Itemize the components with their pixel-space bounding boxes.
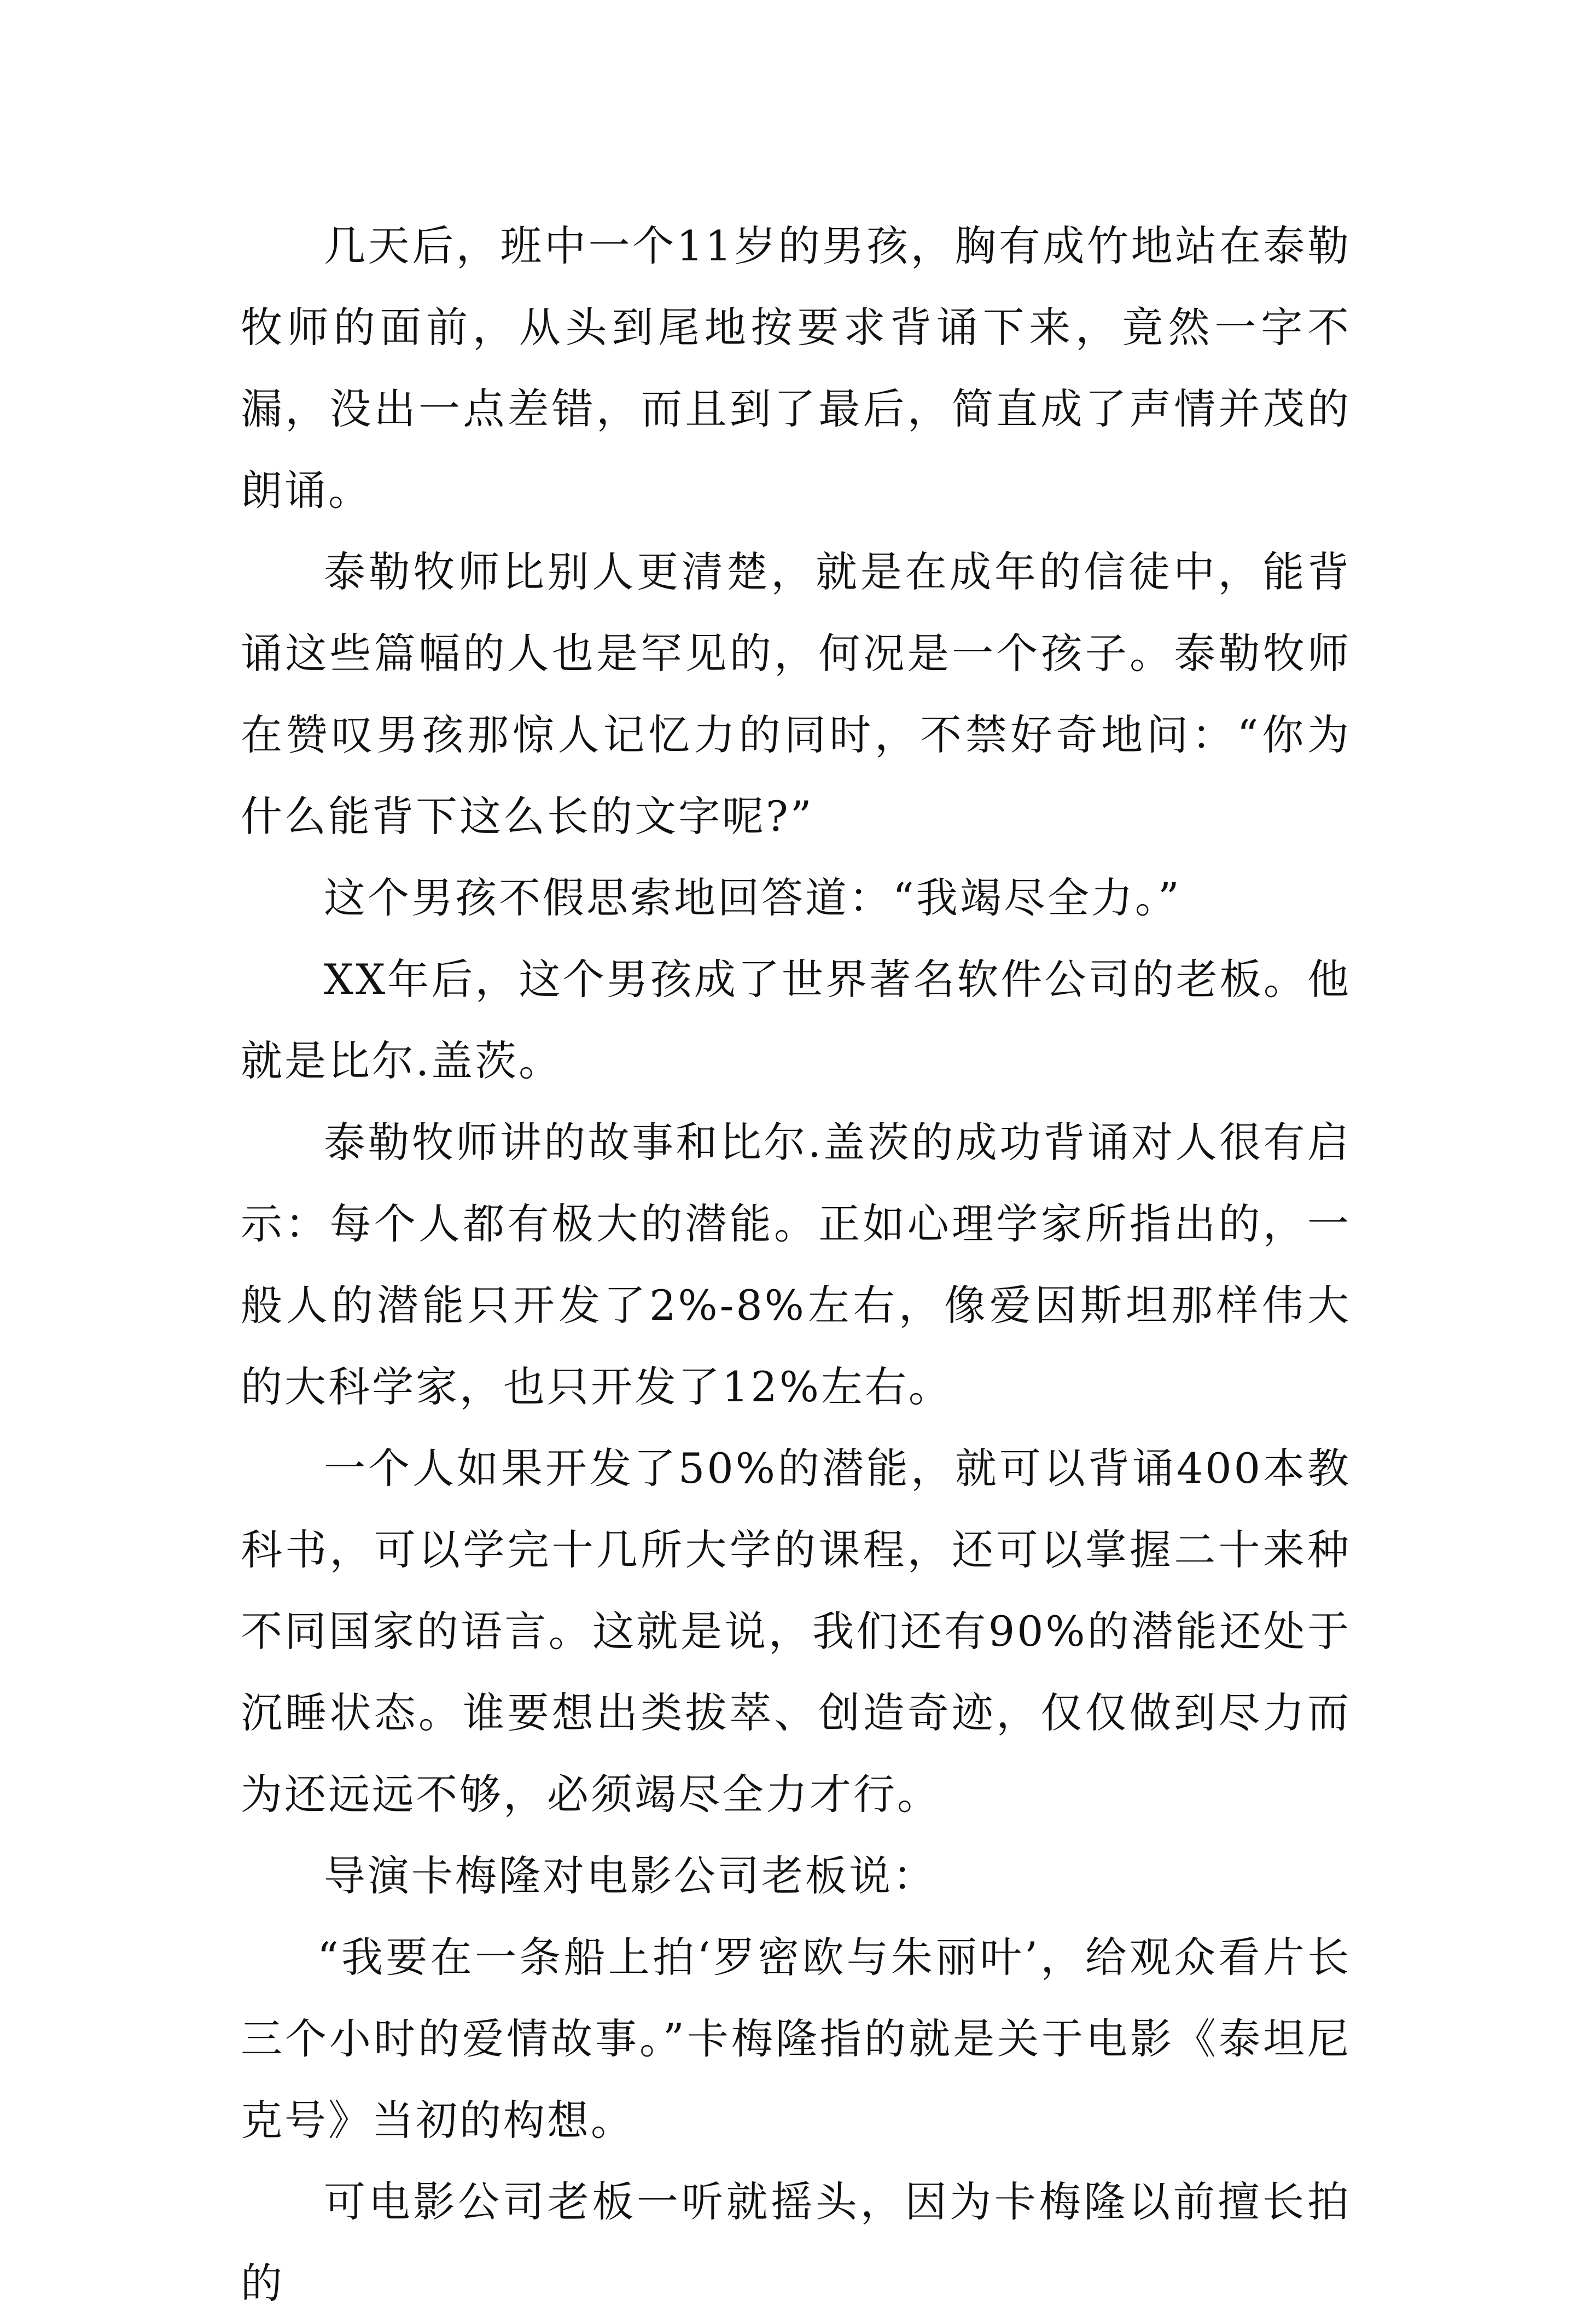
paragraph-7: 导演卡梅隆对电影公司老板说： (324, 1851, 936, 1900)
paragraph-6: 一个人如果开发了50%的潜能，就可以背诵400本教科书，可以学完十几所大学的课程，还可以掌握二十来种不同国家的语言。这就是说，我们还有90%的潜能还处于沉睡状态。谁要想出类拔萃、创造奇迹，仅仅做到尽力而为还远远不够，必须竭尽全力才行。 (241, 1444, 1351, 1819)
paragraph-8: “我要在一条船上拍‘罗密欧与朱丽叶’，给观众看片长三个小时的爱情故事。”卡梅隆指的就是关于电影《泰坦尼克号》当初的构想。 (241, 1933, 1351, 2145)
paragraph-1: 几天后，班中一个11岁的男孩，胸有成竹地站在泰勒牧师的面前，从头到尾地按要求背诵下来，竟然一字不漏，没出一点差错，而且到了最后，简直成了声情并茂的朗诵。 (241, 222, 1351, 515)
paragraph-4: XX年后，这个男孩成了世界著名软件公司的老板。他就是比尔.盖茨。 (241, 955, 1351, 1085)
paragraph-2: 泰勒牧师比别人更清楚，就是在成年的信徒中，能背诵这些篇幅的人也是罕见的，何况是一个孩子。泰勒牧师在赞叹男孩那惊人记忆力的同时，不禁好奇地问：“你为什么能背下这么长的文字呢?” (241, 547, 1351, 841)
paragraph-3: 这个男孩不假思索地回答道：“我竭尽全力。” (324, 873, 1182, 922)
paragraph-9: 可电影公司老板一听就摇头，因为卡梅隆以前擅长拍的 (241, 2177, 1351, 2308)
paragraph-5: 泰勒牧师讲的故事和比尔.盖茨的成功背诵对人很有启示：每个人都有极大的潜能。正如心理学家所指出的，一般人的潜能只开发了2%-8%左右，像爱因斯坦那样伟大的大科学家，也只开发了12%左右。 (241, 1118, 1351, 1411)
document-body (241, 205, 1351, 2324)
